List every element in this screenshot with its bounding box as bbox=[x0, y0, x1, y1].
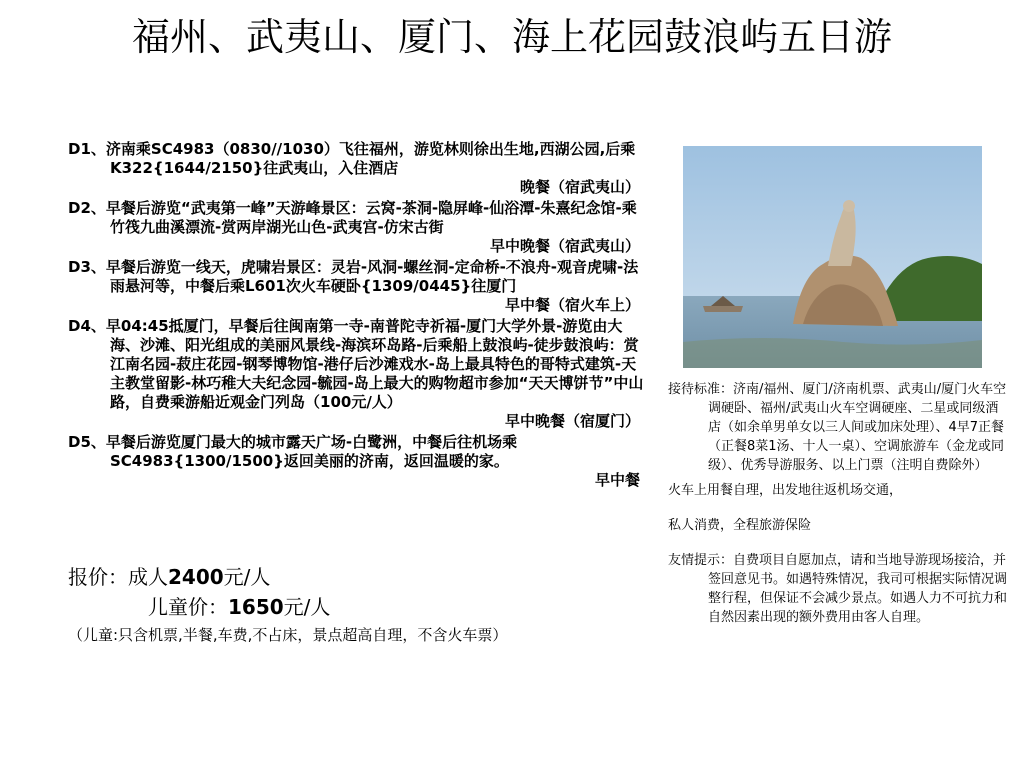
pricing bbox=[68, 562, 668, 646]
day-text: D3、早餐后游览一线天，虎啸岩景区：灵岩-风洞-螺丝洞-定命桥-不浪舟-观音虎啸-法雨悬河等，中餐后乘L601次火车硬卧{1309/0445}往厦门 bbox=[68, 258, 639, 295]
child-price-amount: 1650 bbox=[228, 595, 284, 619]
day-text: D1、济南乘SC4983（0830//1030）飞往福州，游览林则徐出生地,西湖公园,后乘K322{1644/2150}往武夷山，入住酒店 bbox=[68, 140, 636, 177]
day-text: D4、早04:45抵厦门，早餐后往闽南第一寺-南普陀寺祈福-厦门大学外景-游览由大海、沙滩、阳光组成的美丽风景线-海滨环岛路-后乘船上鼓浪屿-徒步鼓浪屿：赏江南名园-菽庄花园-钢琴博物馆-港仔后沙滩戏水-岛上最具特色的哥特式建筑-天主教堂留影-林巧稚大夫纪念园-毓园-岛上最大的购物超市参加“天天博饼节”中山路，自费乘游船近观金门列岛（100元/人） bbox=[68, 317, 644, 411]
service-extra-2: 私人消费，全程旅游保险 bbox=[668, 518, 812, 533]
coastal-rock-statue-photo bbox=[683, 146, 982, 368]
day-text: D2、早餐后游览“武夷第一峰”天游峰景区：云窝-茶洞-隐屏峰-仙浴潭-朱熹纪念馆-乘竹筏九曲溪漂流-赏两岸湖光山色-武夷宫-仿宋古街 bbox=[68, 199, 637, 236]
child-price-label: 儿童价： bbox=[148, 595, 228, 619]
child-price-note: （儿童:只含机票,半餐,车费,不占床，景点超高自理，不含火车票） bbox=[68, 626, 508, 644]
day-meal: 晚餐（宿武夷山） bbox=[519, 178, 640, 196]
itinerary-day-1 bbox=[68, 140, 650, 197]
itinerary-day-2 bbox=[68, 199, 650, 256]
friendly-tips: 友情提示：自费项目自愿加点，请和当地导游现场接洽，并签回意见书。如遇特殊情况，我司可根据实际情况调整行程，但保证不会减少景点。如遇人力不可抗力和自然因素出现的额外费用由客人自理。 bbox=[668, 553, 1008, 625]
slide-title: 福州、武夷山、厦门、海上花园鼓浪屿五日游 bbox=[131, 15, 892, 59]
day-meal: 早中晚餐（宿武夷山） bbox=[489, 237, 640, 255]
service-standards: 接待标准：济南/福州、厦门/济南机票、武夷山/厦门火车空调硬卧、福州/武夷山火车空调硬座、二星或同级酒店（如余单男单女以三人间或加床处理）、4早7正餐（正餐8菜1汤、十人一桌）、空调旅游车（金龙或同级）、优秀导游服务、以上门票（注明自费除外） bbox=[668, 382, 1007, 473]
itinerary-day-4 bbox=[68, 317, 650, 431]
photo-pavilion bbox=[703, 306, 743, 312]
child-price-unit: 元/人 bbox=[283, 595, 331, 619]
day-meal: 早中餐 bbox=[594, 471, 640, 489]
day-meal: 早中餐（宿火车上） bbox=[504, 296, 640, 314]
adult-price-unit: 元/人 bbox=[223, 565, 271, 589]
adult-price-label: 报价：成人 bbox=[68, 565, 168, 589]
child-price bbox=[68, 592, 668, 622]
day-meal: 早中晚餐（宿厦门） bbox=[504, 412, 640, 430]
service-extra-1: 火车上用餐自理，出发地往返机场交通， bbox=[668, 483, 903, 498]
itinerary-day-3 bbox=[68, 258, 650, 315]
itinerary bbox=[68, 140, 650, 492]
adult-price-amount: 2400 bbox=[168, 565, 224, 589]
service-info bbox=[668, 380, 1008, 633]
day-text: D5、早餐后游览厦门最大的城市露天广场-白鹭洲，中餐后往机场乘SC4983{1300/1500}返回美丽的济南，返回温暖的家。 bbox=[68, 433, 518, 470]
adult-price bbox=[68, 562, 668, 592]
itinerary-day-5 bbox=[68, 433, 650, 490]
